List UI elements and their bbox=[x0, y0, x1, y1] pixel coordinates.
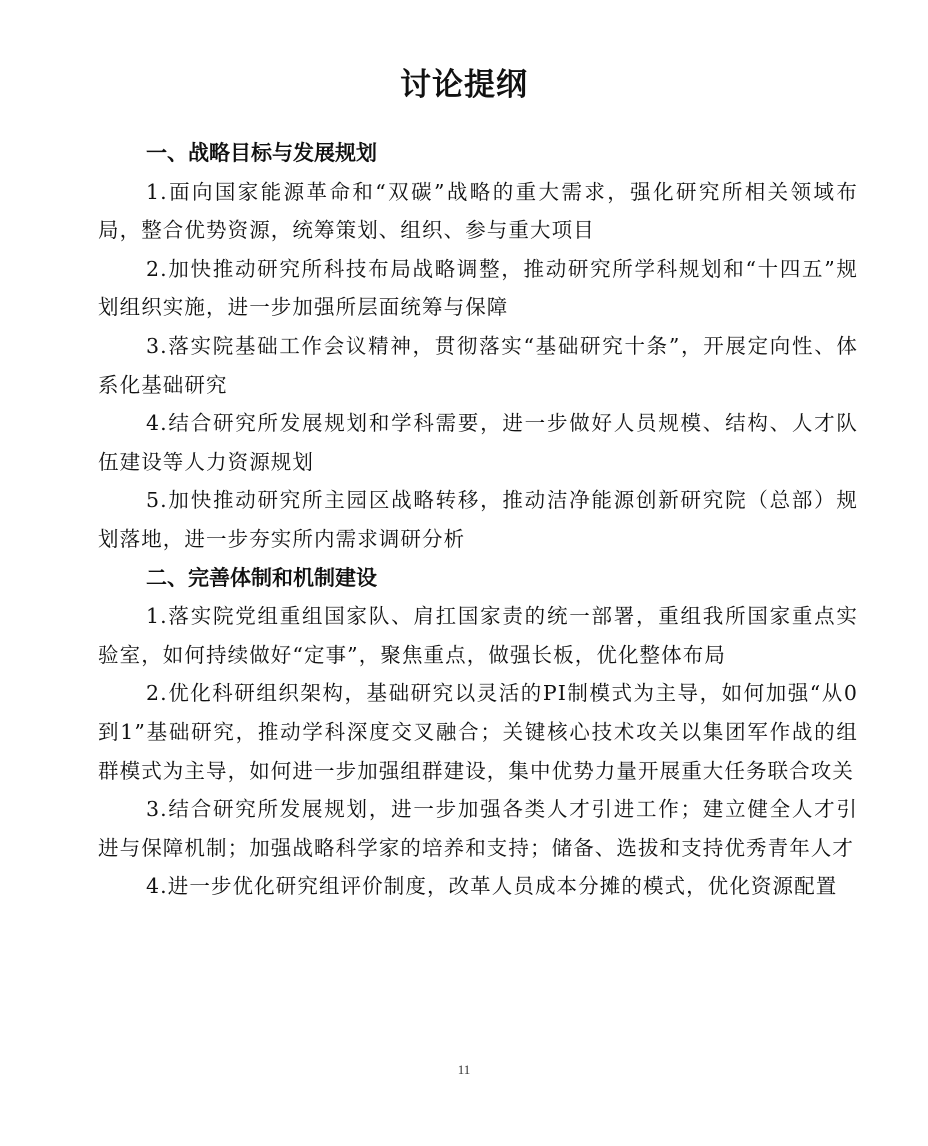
section-institutions bbox=[98, 559, 858, 906]
section-heading: 一、战略目标与发展规划 bbox=[146, 141, 377, 165]
section-1-item-2: 2.加快推动研究所科技布局战略调整，推动研究所学科规划和“十四五”规划组织实施，进一步加强所层面统筹与保障 bbox=[98, 256, 858, 320]
section-1-item-5: 5.加快推动研究所主园区战略转移，推动洁净能源创新研究院（总部）规划落地，进一步夯实所内需求调研分析 bbox=[98, 488, 858, 551]
document-body bbox=[98, 134, 858, 906]
section-1-item-1: 1.面向国家能源革命和“双碳”战略的重大需求，强化研究所相关领域布局，整合优势资源，统筹策划、组织、参与重大项目 bbox=[98, 179, 858, 243]
section-2-item-2: 2.优化科研组织架构，基础研究以灵活的PI制模式为主导，如何加强“从0到1”基础研究，推动学科深度交叉融合；关键核心技术攻关以集团军作战的组群模式为主导，如何进一步加强组群建设，集中优势力量开展重大任务联合攻关 bbox=[98, 681, 858, 783]
section-2-item-4: 4.进一步优化研究组评价制度，改革人员成本分摊的模式，优化资源配置 bbox=[146, 874, 838, 899]
section-2-item-1: 1.落实院党组重组国家队、肩扛国家责的统一部署，重组我所国家重点实验室，如何持续做好“定事”，聚焦重点，做强长板，优化整体布局 bbox=[98, 604, 858, 667]
page-number: 11 bbox=[457, 1062, 471, 1077]
section-strategy bbox=[98, 134, 858, 559]
section-2-item-3: 3.结合研究所发展规划，进一步加强各类人才引进工作；建立健全人才引进与保障机制；加强战略科学家的培养和支持；储备、选拔和支持优秀青年人才 bbox=[98, 797, 858, 860]
section-heading: 二、完善体制和机制建设 bbox=[146, 565, 377, 590]
section-1-item-3: 3.落实院基础工作会议精神，贯彻落实“基础研究十条”，开展定向性、体系化基础研究 bbox=[98, 333, 858, 397]
document-title: 讨论提纲 bbox=[400, 67, 528, 103]
section-1-item-4: 4.结合研究所发展规划和学科需要，进一步做好人员规模、结构、人才队伍建设等人力资源规划 bbox=[98, 411, 858, 474]
